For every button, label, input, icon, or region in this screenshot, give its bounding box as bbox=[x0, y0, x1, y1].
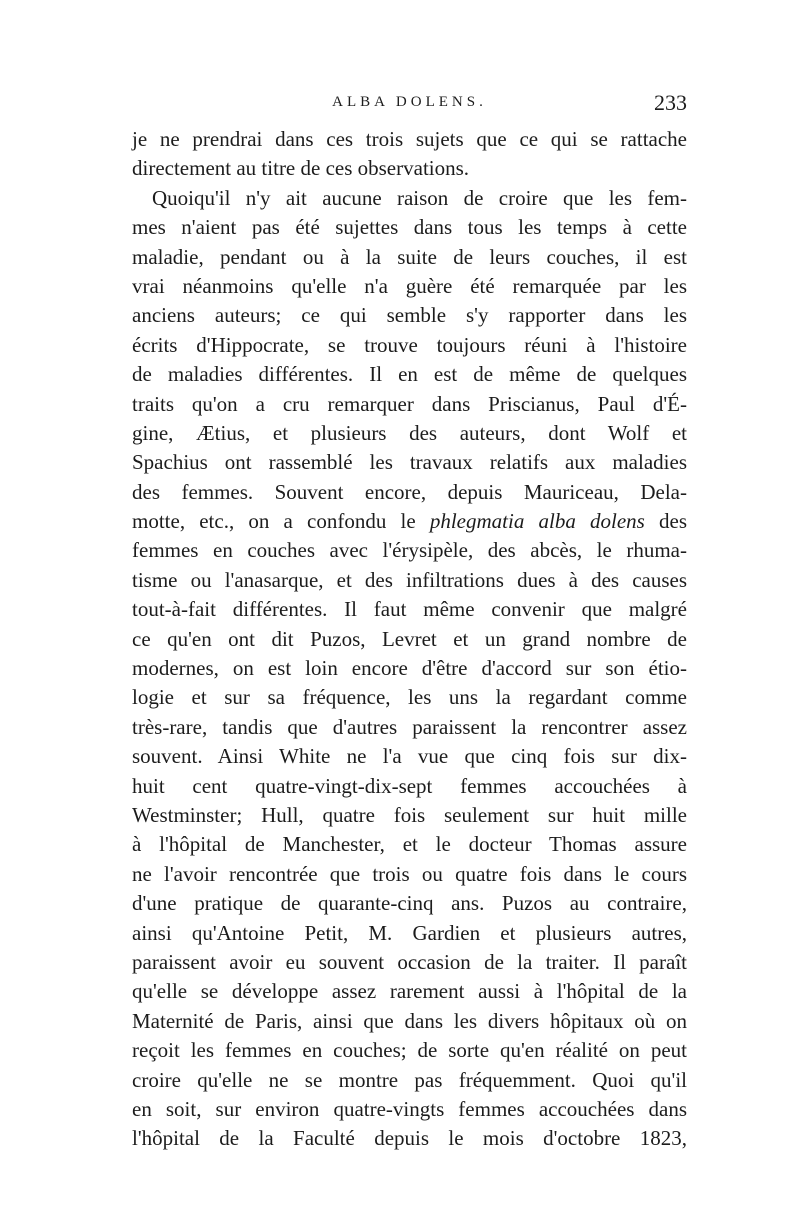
text-line: à l'hôpital de Manchester, et le docteur Thomas assure bbox=[132, 832, 687, 857]
text-line: qu'elle se développe assez rarement aussi à l'hôpital de la bbox=[132, 979, 687, 1004]
text-line: souvent. Ainsi White ne l'a vue que cinq fois sur dix- bbox=[132, 744, 687, 769]
text-line-with-italic bbox=[132, 507, 687, 536]
italic-term: phlegmatia alba dolens bbox=[429, 509, 645, 534]
text-line: de maladies différentes. Il en est de même de quelques bbox=[132, 362, 687, 387]
text-line: traits qu'on a cru remarquer dans Priscianus, Paul d'É- bbox=[132, 391, 687, 416]
text-line: mes n'aient pas été sujettes dans tous les temps à cette bbox=[132, 215, 687, 240]
text-segment: des bbox=[644, 509, 688, 534]
text-line: ce qu'en ont dit Puzos, Levret et un grand nombre de bbox=[132, 626, 687, 651]
text-line: tout-à-fait différentes. Il faut même convenir que malgré bbox=[132, 597, 687, 622]
text-line: Westminster; Hull, quatre fois seulement sur huit mille bbox=[132, 802, 687, 827]
running-title: ALBA DOLENS. bbox=[332, 94, 487, 110]
text-line: en soit, sur environ quatre-vingts femmes accouchées dans bbox=[132, 1096, 687, 1121]
text-line: croire qu'elle ne se montre pas fréquemment. Quoi qu'il bbox=[132, 1067, 687, 1092]
text-segment: motte, etc., on a confondu le bbox=[132, 509, 430, 534]
text-line: très-rare, tandis que d'autres paraissent la rencontrer assez bbox=[132, 714, 687, 739]
text-line: logie et sur sa fréquence, les uns la regardant comme bbox=[132, 685, 687, 710]
text-line: huit cent quatre-vingt-dix-sept femmes accouchées à bbox=[132, 773, 687, 798]
text-line: tisme ou l'anasarque, et des infiltrations dues à des causes bbox=[132, 567, 687, 592]
text-line: Spachius ont rassemblé les travaux relatifs aux maladies bbox=[132, 450, 687, 475]
text-line: écrits d'Hippocrate, se trouve toujours réuni à l'histoire bbox=[132, 332, 687, 357]
text-line: je ne prendrai dans ces trois sujets que ce qui se rattache bbox=[132, 127, 687, 151]
text-line: directement au titre de ces observations. bbox=[132, 156, 470, 181]
text-line: ainsi qu'Antoine Petit, M. Gardien et plusieurs autres, bbox=[132, 920, 687, 945]
paragraph-first-line: Quoiqu'il n'y ait aucune raison de croire que les fem- bbox=[152, 185, 687, 210]
text-line: modernes, on est loin encore d'être d'accord sur son étio- bbox=[132, 656, 687, 681]
text-line: des femmes. Souvent encore, depuis Mauriceau, Dela- bbox=[132, 479, 687, 504]
text-line: paraissent avoir eu souvent occasion de la traiter. Il paraît bbox=[132, 949, 687, 974]
text-line: d'une pratique de quarante-cinq ans. Puzos au contraire, bbox=[132, 891, 687, 916]
text-line: femmes en couches avec l'érysipèle, des abcès, le rhuma- bbox=[132, 538, 687, 563]
text-line: vrai néanmoins qu'elle n'a guère été remarquée par les bbox=[132, 273, 687, 298]
text-line: maladie, pendant ou à la suite de leurs couches, il est bbox=[132, 244, 687, 269]
body-text bbox=[132, 125, 687, 1154]
text-line: anciens auteurs; ce qui semble s'y rapporter dans les bbox=[132, 303, 687, 328]
text-line: l'hôpital de la Faculté depuis le mois d'octobre 1823, bbox=[132, 1126, 687, 1151]
text-line: ne l'avoir rencontrée que trois ou quatre fois dans le cours bbox=[132, 861, 687, 886]
text-line: gine, Ætius, et plusieurs des auteurs, dont Wolf et bbox=[132, 420, 687, 445]
text-line: reçoit les femmes en couches; de sorte qu'en réalité on peut bbox=[132, 1038, 687, 1063]
page-number: 233 bbox=[654, 90, 687, 115]
text-line: Maternité de Paris, ainsi que dans les divers hôpitaux où on bbox=[132, 1008, 687, 1033]
page-header bbox=[132, 90, 687, 120]
